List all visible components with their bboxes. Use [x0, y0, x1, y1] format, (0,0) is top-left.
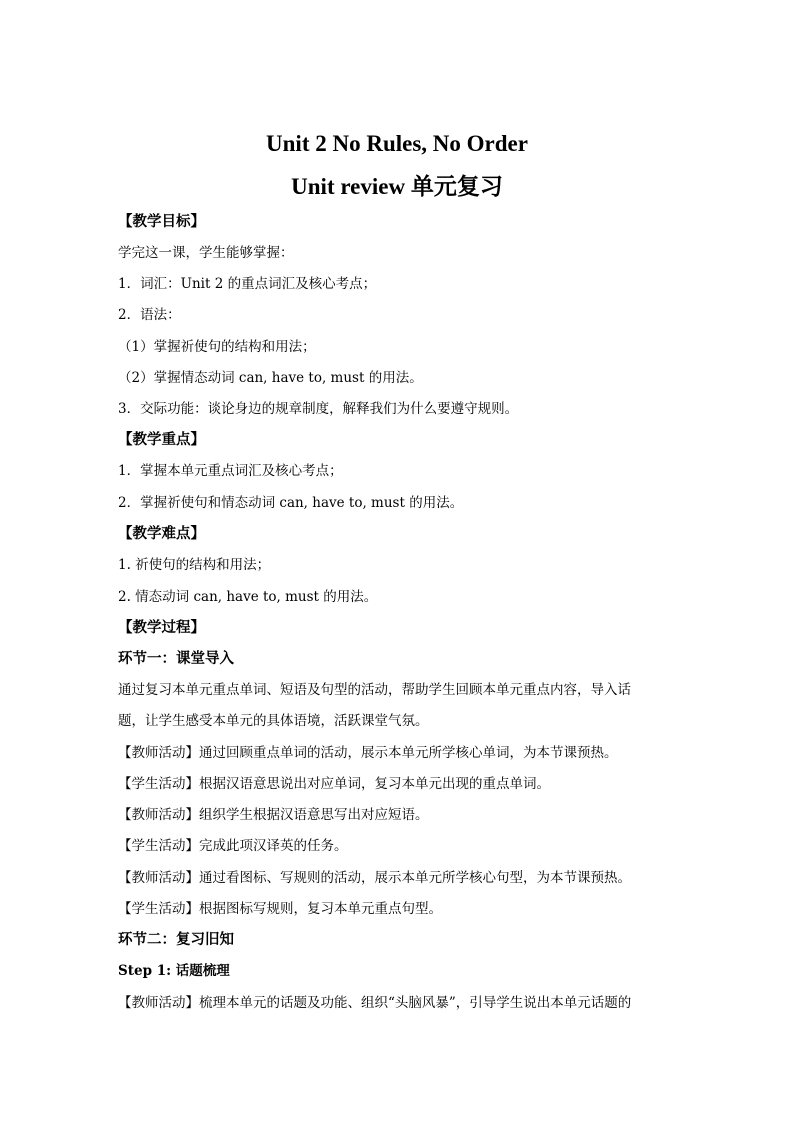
difficult-points-item: 2. 情态动词 can, have to, must 的用法。 — [118, 589, 378, 605]
teaching-goals-intro: 学完这一课，学生能够掌握： — [118, 245, 294, 261]
key-points-heading: 【教学重点】 — [118, 431, 205, 448]
process-heading: 【教学过程】 — [118, 619, 205, 636]
difficult-points-item: 1. 祈使句的结构和用法； — [118, 557, 271, 573]
key-points-item: 2．掌握祈使句和情态动词 can, have to, must 的用法。 — [118, 495, 464, 511]
activity-line: 【教师活动】通过看图标、写规则的活动，展示本单元所学核心句型，为本节课预热。 — [118, 870, 631, 886]
teaching-goals-heading: 【教学目标】 — [118, 213, 205, 230]
activity-line: 【教师活动】梳理本单元的话题及功能、组织“头脑风暴”，引导学生说出本单元话题的 — [118, 995, 632, 1011]
activity-line: 【教师活动】组织学生根据汉语意思写出对应短语。 — [118, 807, 429, 823]
document-title: Unit 2 No Rules, No Order — [266, 131, 528, 156]
section-heading: 环节二：复习旧知 — [118, 931, 234, 948]
difficult-points-heading: 【教学难点】 — [118, 525, 205, 542]
activity-line: 【学生活动】根据图标写规则，复习本单元重点句型。 — [118, 901, 442, 917]
step-heading: Step 1: 话题梳理 — [118, 963, 230, 979]
activity-line: 【教师活动】通过回顾重点单词的活动，展示本单元所学核心单词，为本节课预热。 — [118, 745, 618, 761]
activity-line: 【学生活动】完成此项汉译英的任务。 — [118, 838, 348, 854]
key-points-item: 1．掌握本单元重点词汇及核心考点； — [118, 463, 343, 479]
activity-line: 【学生活动】根据汉语意思说出对应单词，复习本单元出现的重点单词。 — [118, 776, 550, 792]
document-subtitle: Unit review 单元复习 — [291, 174, 503, 199]
teaching-goals-item-function: 3．交际功能：谈论身边的规章制度，解释我们为什么要遵守规则。 — [118, 401, 519, 417]
paragraph-line: 题，让学生感受本单元的具体语境，活跃课堂气氛。 — [118, 713, 429, 729]
teaching-goals-subitem-modal: （2）掌握情态动词 can, have to, must 的用法。 — [118, 370, 423, 386]
teaching-goals-item-grammar: 2．语法： — [118, 307, 181, 323]
paragraph-line: 通过复习本单元重点单词、短语及句型的活动，帮助学生回顾本单元重点内容，导入话 — [118, 682, 631, 698]
section-heading: 环节一：课堂导入 — [118, 650, 234, 667]
teaching-goals-item-vocabulary: 1．词汇：Unit 2 的重点词汇及核心考点； — [118, 276, 377, 292]
teaching-goals-subitem-imperative: （1）掌握祈使句的结构和用法； — [118, 339, 316, 355]
